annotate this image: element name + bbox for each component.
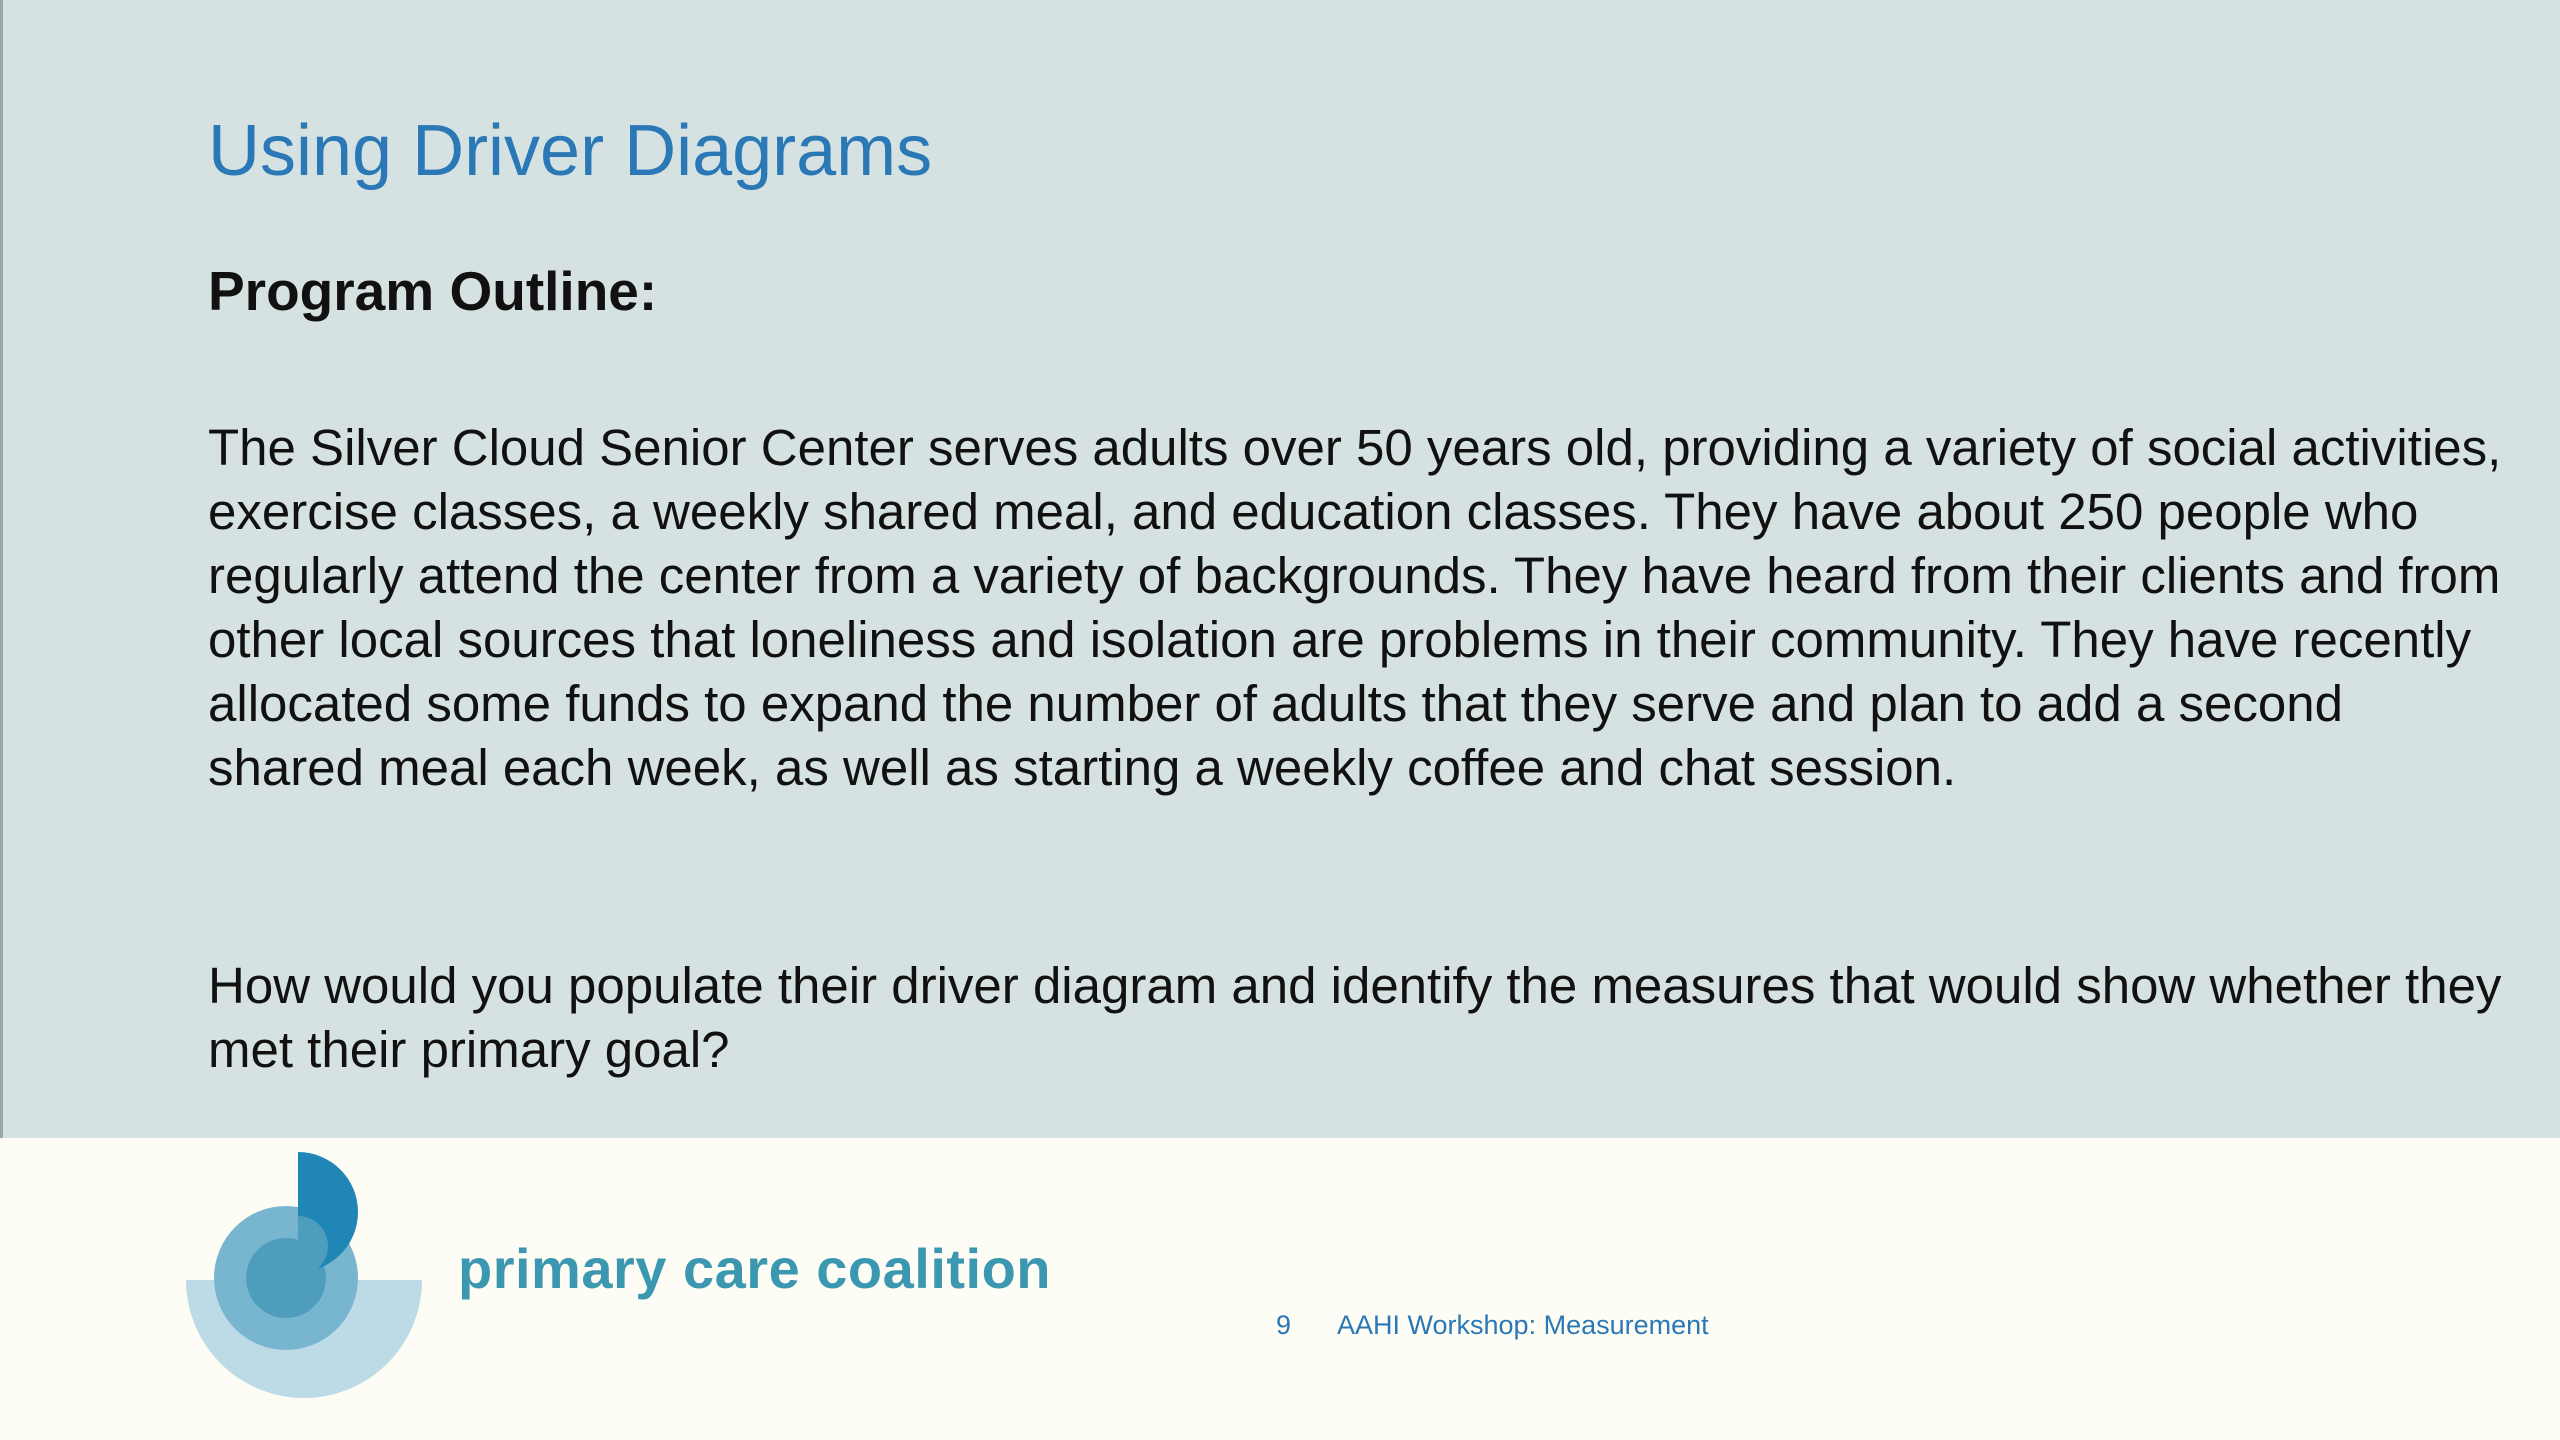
program-description-paragraph: The Silver Cloud Senior Center serves adults over 50 years old, providing a variety of social activities, exercise classes, a weekly shared meal, and education classes. They have about 250 people who regularly attend the center from a variety of backgrounds. They have heard from their clients and from other local sources that loneliness and isolation are problems in their community. They have recently allocated some funds to expand the number of adults that they serve and plan to add a second shared meal each week, as well as starting a weekly coffee and chat session.: [208, 419, 2502, 796]
primary-care-coalition-logo-icon: [180, 1150, 430, 1400]
question-paragraph: How would you populate their driver diagram and identify the measures that would show whether they met their primary goal?: [208, 957, 2502, 1078]
logo-text: primary care coalition: [458, 1237, 1052, 1300]
slide-title: Using Driver Diagrams: [208, 111, 933, 191]
program-outline-heading: Program Outline:: [208, 260, 658, 322]
page-number: 9: [1276, 1310, 1292, 1340]
footer-caption: AAHI Workshop: Measurement: [1337, 1310, 1709, 1340]
